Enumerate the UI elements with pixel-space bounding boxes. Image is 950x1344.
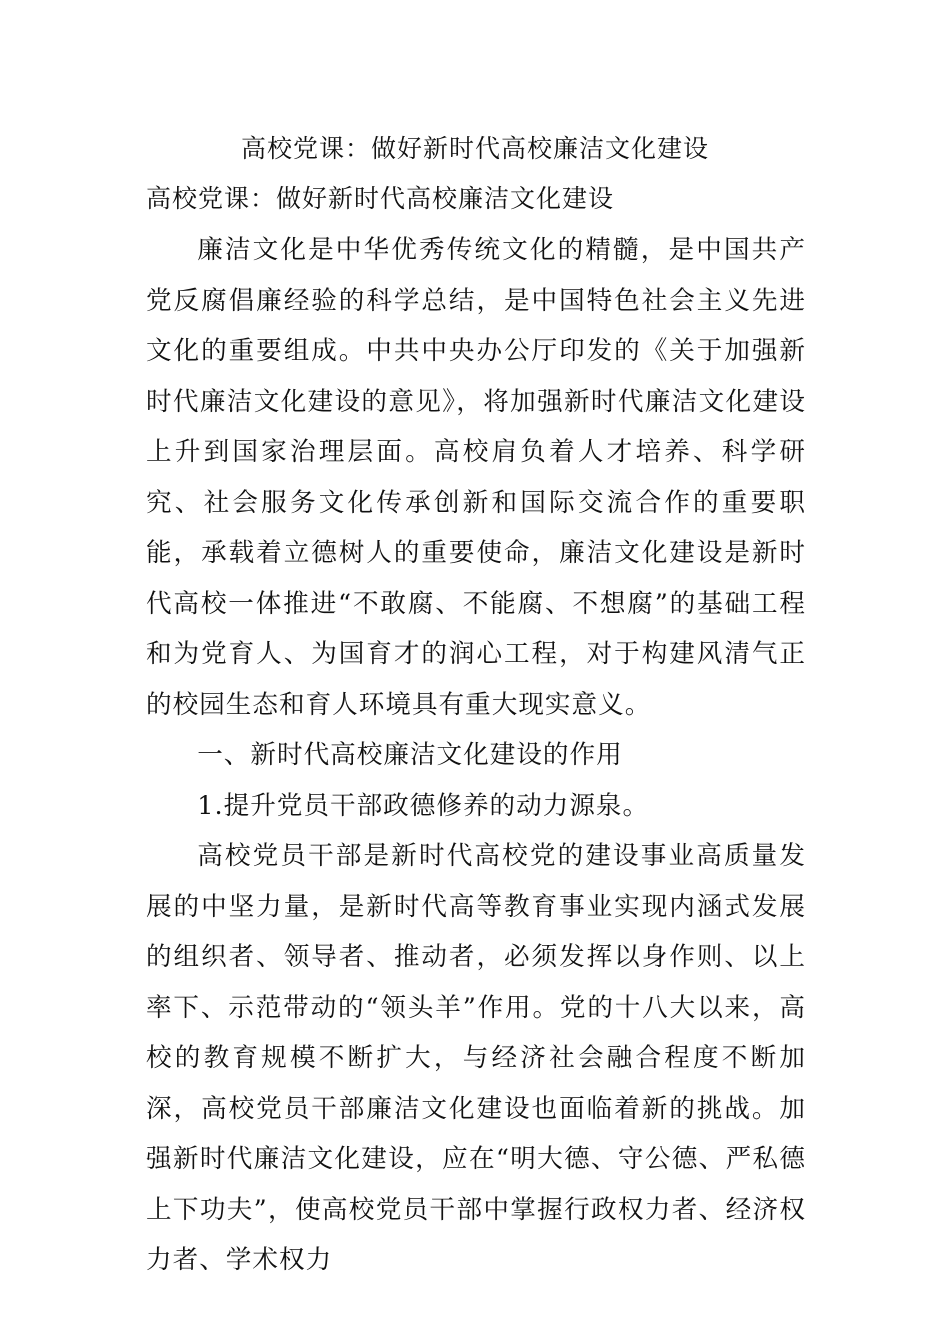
document-body [146, 225, 806, 1286]
section-heading: 一、新时代高校廉洁文化建设的作用 [197, 740, 623, 770]
paragraph-intro: 廉洁文化是中华优秀传统文化的精髓，是中国共产党反腐倡廉经验的科学总结，是中国特色社会主义先进文化的重要组成。中共中央办公厅印发的《关于加强新时代廉洁文化建设的意见》，将加强新时代廉洁文化建设上升到国家治理层面。高校肩负着人才培养、科学研究、社会服务文化传承创新和国际交流合作的重要职能，承载着立德树人的重要使命，廉洁文化建设是新时代高校一体推进“不敢腐、不能腐、不想腐”的基础工程和为党育人、为国育才的润心工程，对于构建风清气正的校园生态和育人环境具有重大现实意义。 [146, 235, 806, 720]
document-subtitle: 高校党课：做好新时代高校廉洁文化建设 [146, 184, 615, 213]
document-title: 高校党课：做好新时代高校廉洁文化建设 [240, 134, 709, 163]
paragraph-body: 高校党员干部是新时代高校党的建设事业高质量发展的中坚力量，是新时代高等教育事业实现内涵式发展的组织者、领导者、推动者，必须发挥以身作则、以上率下、示范带动的“领头羊”作用。党的十八大以来，高校的教育规模不断扩大，与经济社会融合程度不断加深，高校党员干部廉洁文化建设也面临着新的挑战。加强新时代廉洁文化建设，应在“明大德、守公德、严私德上下功夫”，使高校党员干部中掌握行政权力者、经济权力者、学术权力 [146, 841, 806, 1275]
subsection-heading: 1.提升党员干部政德修养的动力源泉。 [197, 790, 650, 821]
